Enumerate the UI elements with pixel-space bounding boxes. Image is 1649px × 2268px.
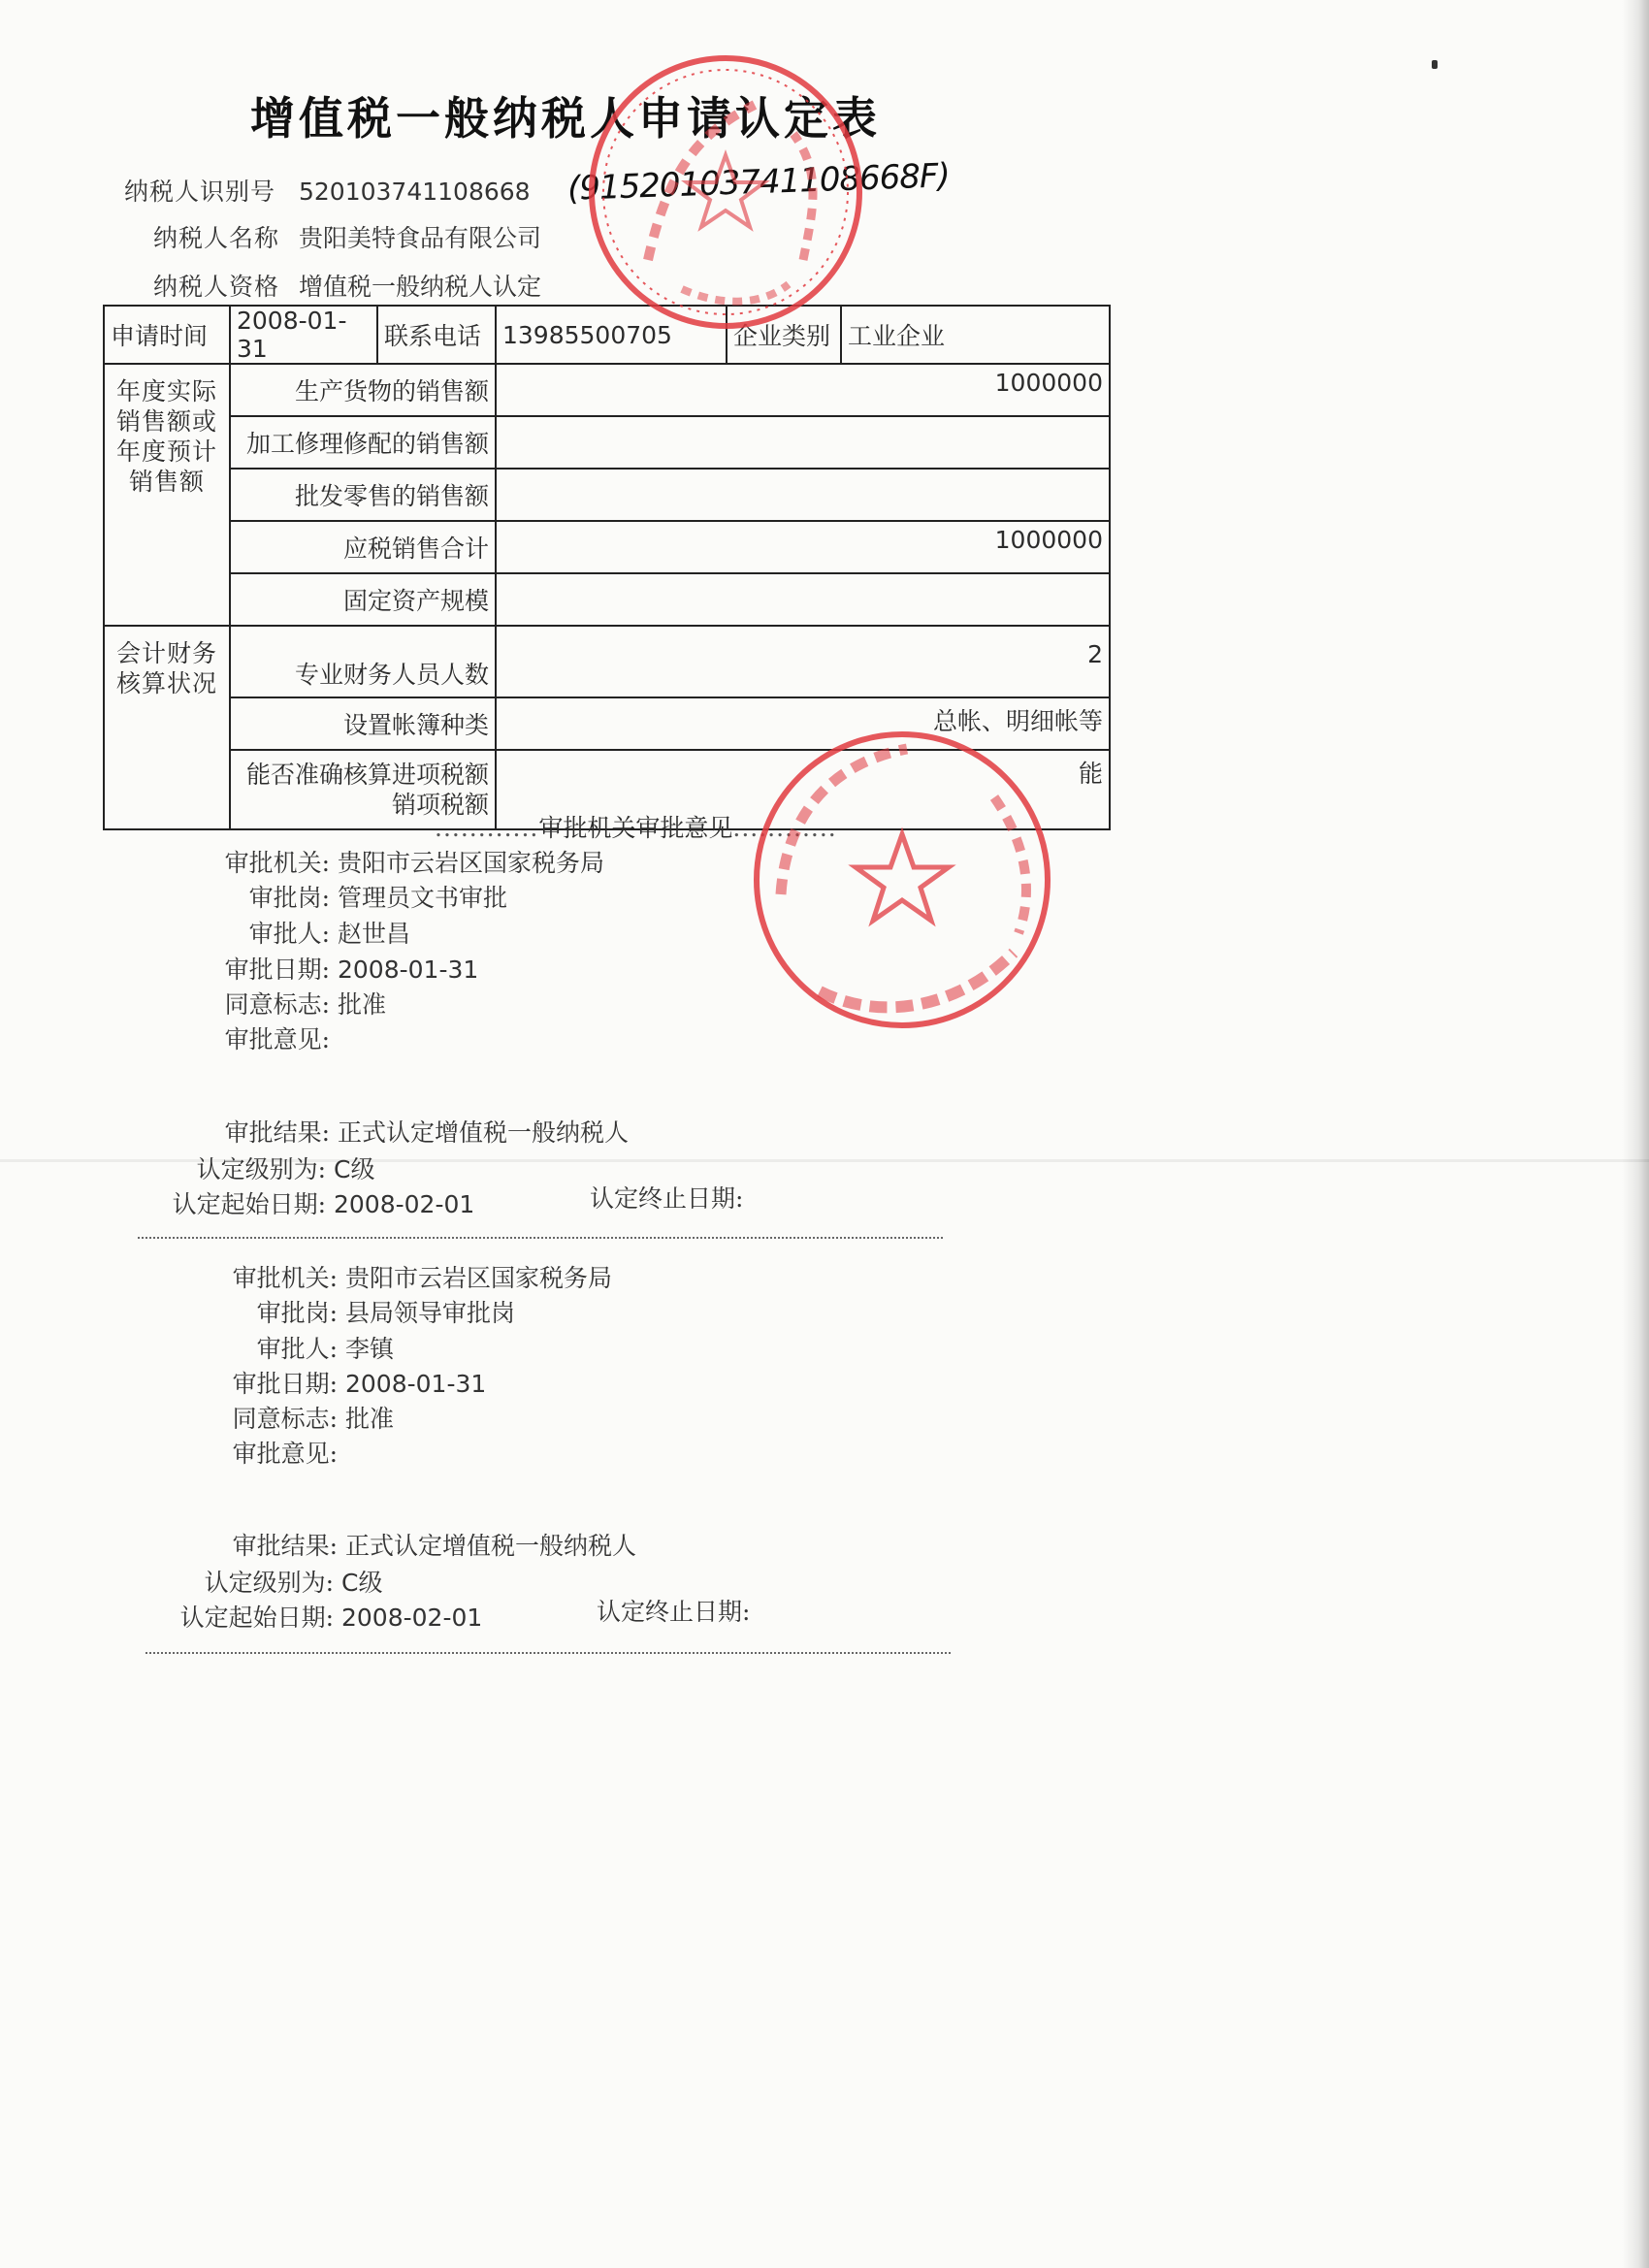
taxpayer-name-value: 贵阳美特食品有限公司 bbox=[299, 224, 542, 252]
sales-row-label: 生产货物的销售额 bbox=[230, 364, 496, 416]
field-label: 审批机关: bbox=[232, 1264, 338, 1292]
approval-date: 2008-01-31 bbox=[345, 1370, 487, 1398]
dotted-leader: ............ bbox=[435, 814, 539, 842]
phone-label: 联系电话 bbox=[377, 306, 496, 364]
approver-row bbox=[192, 1330, 394, 1365]
field-label: 审批结果: bbox=[224, 1118, 330, 1147]
accounting-row-label: 能否准确核算进项税额销项税额 bbox=[230, 750, 496, 829]
sales-row-label: 批发零售的销售额 bbox=[230, 469, 496, 521]
approval-authority: 贵阳市云岩区国家税务局 bbox=[345, 1264, 613, 1292]
approval-result: 正式认定增值税一般纳税人 bbox=[338, 1118, 630, 1147]
sales-row bbox=[104, 364, 1110, 416]
page-edge-shadow bbox=[1622, 0, 1649, 2268]
level-row bbox=[144, 1564, 382, 1599]
level-row bbox=[136, 1150, 374, 1185]
dotted-separator bbox=[146, 1652, 951, 1654]
sales-row-value bbox=[496, 573, 1110, 626]
document-title: 增值税一般纳税人申请认定表 bbox=[250, 92, 881, 145]
apply-date-value: 2008-01-31 bbox=[230, 306, 377, 364]
opinion-row bbox=[192, 1435, 345, 1470]
start-date: 2008-02-01 bbox=[334, 1190, 475, 1218]
start-date-row bbox=[144, 1599, 482, 1634]
dotted-leader: ............ bbox=[732, 814, 837, 842]
taxpayer-name-label: 纳税人名称 bbox=[153, 224, 280, 252]
end-date-row bbox=[590, 1180, 751, 1215]
taxpayer-id-label: 纳税人识别号 bbox=[124, 178, 276, 206]
accounting-row-value: 总帐、明细帐等 bbox=[496, 697, 1110, 750]
tax-bureau-seal-stamp bbox=[742, 720, 1062, 1040]
scan-speck bbox=[1432, 60, 1438, 69]
phone-value: 13985500705 bbox=[496, 306, 727, 364]
approval-post: 管理员文书审批 bbox=[338, 884, 508, 912]
sales-row-value bbox=[496, 469, 1110, 521]
sales-row-value bbox=[496, 416, 1110, 469]
handwritten-credit-code: (91520103741108668F) bbox=[566, 156, 951, 209]
taxpayer-id-value: 520103741108668 bbox=[299, 178, 531, 206]
field-label: 认定级别为: bbox=[196, 1155, 326, 1183]
approval-post-row bbox=[192, 1294, 515, 1329]
dotted-separator bbox=[138, 1237, 943, 1239]
sales-row bbox=[104, 416, 1110, 469]
qualification-value: 增值税一般纳税人认定 bbox=[299, 273, 542, 301]
start-date-row bbox=[136, 1185, 474, 1220]
approval-post-row bbox=[184, 879, 507, 914]
field-label: 认定级别为: bbox=[204, 1569, 334, 1597]
sales-row-value: 1000000 bbox=[496, 521, 1110, 573]
field-label: 审批日期: bbox=[232, 1370, 338, 1398]
opinion-row bbox=[184, 1021, 338, 1055]
certification-level: C级 bbox=[334, 1155, 375, 1183]
field-label: 认定终止日期: bbox=[597, 1598, 751, 1626]
approval-date-row bbox=[184, 951, 478, 986]
end-date-row bbox=[597, 1593, 758, 1628]
approval-authority-row bbox=[192, 1259, 612, 1294]
sales-row-value: 1000000 bbox=[496, 364, 1110, 416]
approver-name: 赵世昌 bbox=[338, 920, 411, 948]
enterprise-type-label: 企业类别 bbox=[727, 306, 841, 364]
field-label: 同意标志: bbox=[232, 1405, 338, 1433]
certification-level: C级 bbox=[341, 1569, 383, 1597]
sales-row bbox=[104, 521, 1110, 573]
field-label: 审批意见: bbox=[232, 1440, 338, 1468]
qualification-line bbox=[153, 268, 541, 303]
consent-flag: 批准 bbox=[345, 1405, 395, 1433]
field-label: 审批人: bbox=[256, 1335, 338, 1363]
consent-flag: 批准 bbox=[338, 990, 387, 1019]
field-label: 审批结果: bbox=[232, 1532, 338, 1560]
approval-authority: 贵阳市云岩区国家税务局 bbox=[338, 849, 605, 877]
accounting-row bbox=[104, 626, 1110, 697]
field-label: 认定起始日期: bbox=[179, 1604, 334, 1632]
qualification-label: 纳税人资格 bbox=[153, 273, 280, 301]
apply-date-label: 申请时间 bbox=[104, 306, 230, 364]
enterprise-type-value: 工业企业 bbox=[841, 306, 1110, 364]
accounting-row-value: 2 bbox=[496, 626, 1110, 697]
approval-date-row bbox=[192, 1365, 486, 1400]
field-label: 审批岗: bbox=[256, 1299, 338, 1327]
accounting-row-value: 能 bbox=[496, 750, 1110, 829]
sales-row-label: 应税销售合计 bbox=[230, 521, 496, 573]
field-label: 审批日期: bbox=[224, 956, 330, 984]
accounting-row-label: 设置帐簿种类 bbox=[230, 697, 496, 750]
taxpayer-id-line bbox=[124, 173, 531, 208]
sales-row bbox=[104, 469, 1110, 521]
approval-date: 2008-01-31 bbox=[338, 956, 479, 984]
taxpayer-name-line bbox=[153, 219, 541, 254]
field-label: 审批人: bbox=[248, 920, 330, 948]
approval-result: 正式认定增值税一般纳税人 bbox=[345, 1532, 637, 1560]
sales-row-label: 加工修理修配的销售额 bbox=[230, 416, 496, 469]
start-date: 2008-02-01 bbox=[341, 1604, 483, 1632]
field-label: 认定起始日期: bbox=[172, 1190, 326, 1218]
company-seal-stamp bbox=[580, 47, 871, 338]
sales-row bbox=[104, 573, 1110, 626]
field-label: 审批意见: bbox=[224, 1025, 330, 1053]
approval-authority-row bbox=[184, 844, 604, 879]
accounting-row-label: 专业财务人员人数 bbox=[230, 626, 496, 697]
approval-post: 县局领导审批岗 bbox=[345, 1299, 516, 1327]
approver-row bbox=[184, 915, 410, 950]
approval-result-row bbox=[192, 1527, 636, 1562]
field-label: 审批机关: bbox=[224, 849, 330, 877]
approver-name: 李镇 bbox=[345, 1335, 395, 1363]
field-label: 同意标志: bbox=[224, 990, 330, 1019]
field-label: 审批岗: bbox=[248, 884, 330, 912]
sales-row-label: 固定资产规模 bbox=[230, 573, 496, 626]
consent-row bbox=[192, 1400, 394, 1435]
sales-group-label: 年度实际销售额或年度预计销售额 bbox=[104, 364, 230, 626]
field-label: 认定终止日期: bbox=[590, 1184, 744, 1213]
consent-row bbox=[184, 986, 386, 1021]
approval-result-row bbox=[184, 1114, 629, 1149]
accounting-group-label: 会计财务核算状况 bbox=[104, 626, 230, 829]
opinion-section-title: 审批机关审批意见 bbox=[538, 814, 733, 842]
